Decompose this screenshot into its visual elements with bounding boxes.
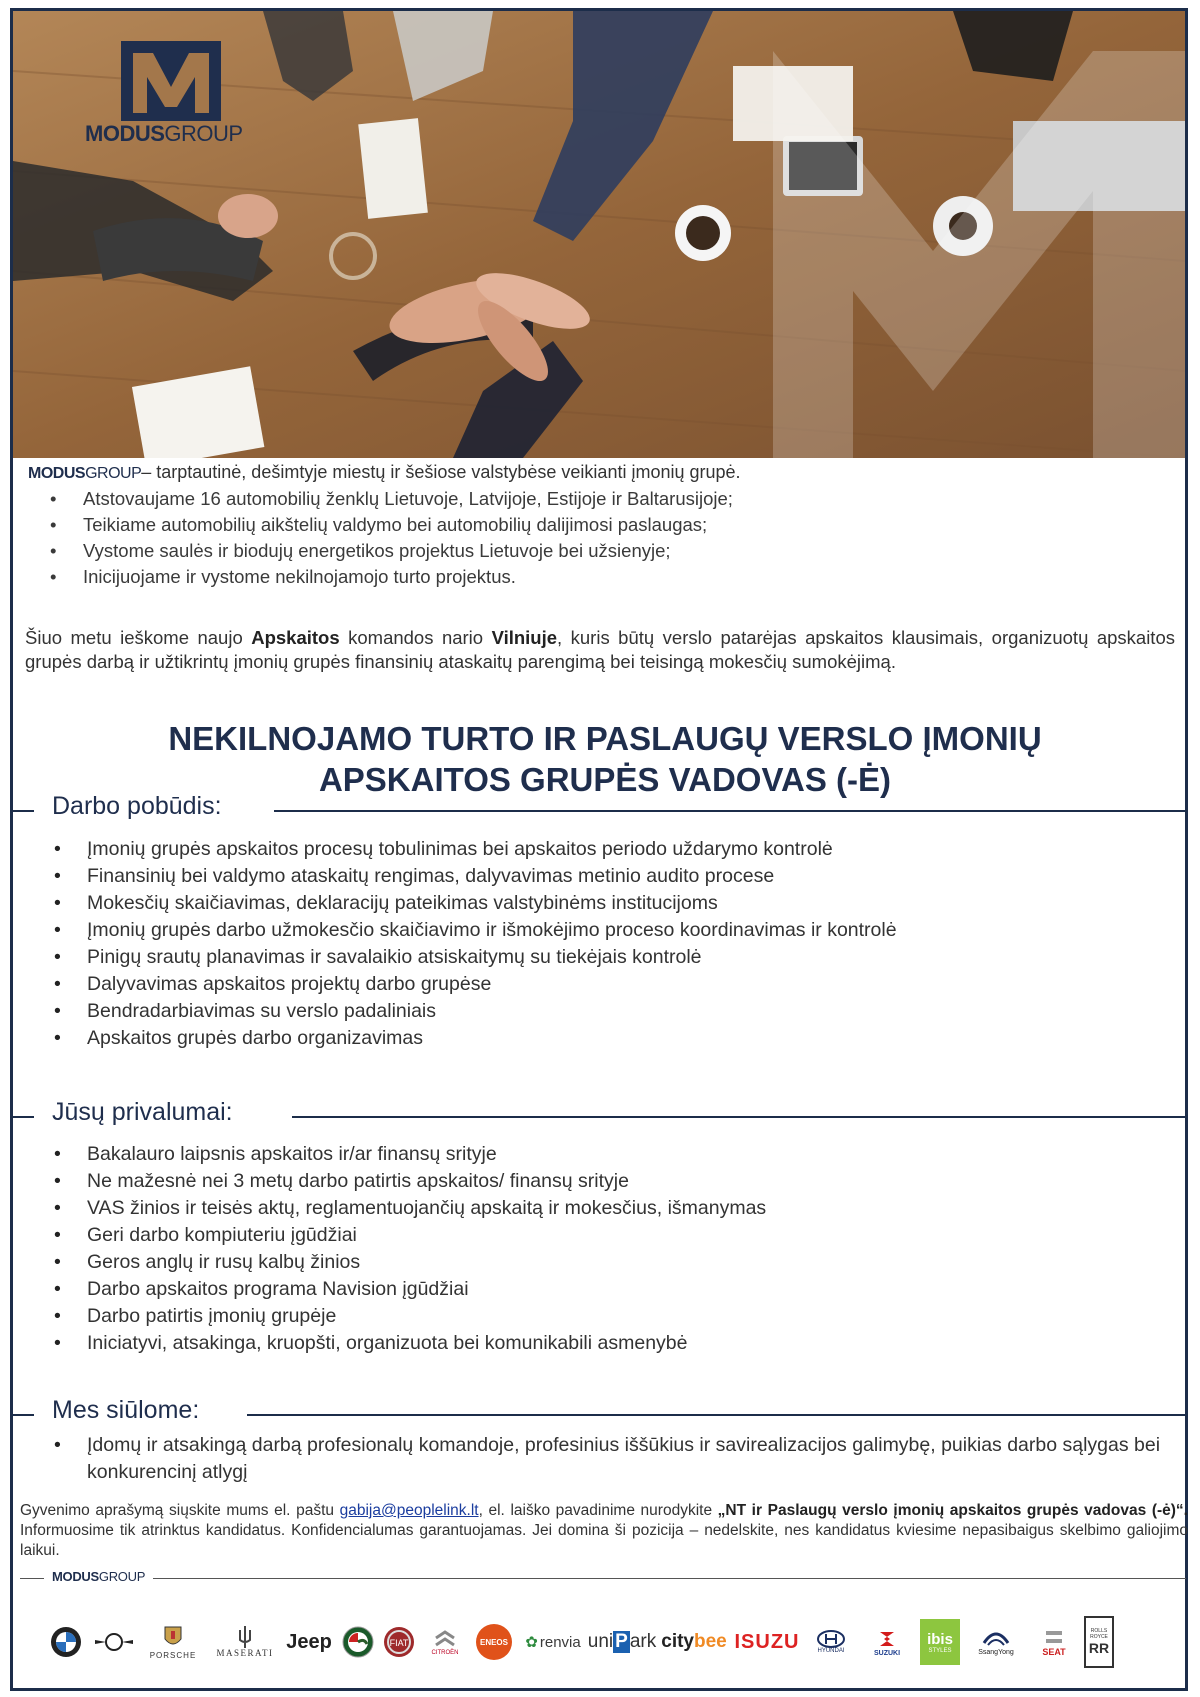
- list-item: • Įmonių grupės darbo užmokesčio skaičiavimo ir išmokėjimo proceso koordinavimas ir kontrolė: [40, 917, 897, 944]
- list-item: • Ne mažesnė nei 3 metų darbo patirtis apskaitos/ finansų srityje: [40, 1168, 766, 1195]
- citroen-logo-icon: CITROËN: [420, 1612, 470, 1672]
- list-item: • Bendradarbiavimas su verslo padaliniais: [40, 998, 897, 1025]
- citybee-logo: city bee: [661, 1631, 727, 1652]
- section-heading-offer: Mes siūlome:: [12, 1396, 1188, 1432]
- mini-logo-icon: [92, 1612, 136, 1672]
- unipark-logo: uni P ark: [587, 1631, 657, 1652]
- list-item: • Darbo apskaitos programa Navision įgūdžiai: [40, 1276, 766, 1303]
- list-item: • Įmonių grupės apskaitos procesų tobulinimas bei apskaitos periodo uždarymo kontrolė: [40, 836, 897, 863]
- modus-logo-icon: [81, 41, 261, 121]
- footer-divider: [20, 1569, 1186, 1589]
- maserati-logo-icon: MASERATI: [210, 1612, 280, 1672]
- hero-image: [13, 11, 1185, 458]
- section-heading-duties: Darbo pobūdis:: [12, 792, 1188, 828]
- fiat-logo-icon: [380, 1612, 418, 1672]
- list-item: • Teikiame automobilių aikštelių valdymo bei automobilių dalijimosi paslaugas;: [28, 512, 733, 538]
- list-item: • Inicijuojame ir vystome nekilnojamojo turto projektus.: [28, 564, 733, 590]
- list-item: • Finansinių bei valdymo ataskaitų rengimas, dalyvavimas metinio audito procese: [40, 863, 897, 890]
- list-item: • Darbo patirtis įmonių grupėje: [40, 1303, 766, 1330]
- bmw-logo-icon: [48, 1612, 84, 1672]
- hero-brand-wordmark: MODUSGROUP: [85, 121, 243, 146]
- requirements-list: [40, 1141, 766, 1357]
- rolls-royce-logo-icon: ROLLS ROYCE RR: [1082, 1612, 1116, 1672]
- duties-list: [40, 836, 897, 1052]
- ssangyong-logo-icon: SsangYong: [968, 1612, 1024, 1672]
- suzuki-logo-icon: SUZUKI: [862, 1612, 912, 1672]
- renvia-logo: ✿ renvia: [525, 1633, 581, 1651]
- list-item: • Mokesčių skaičiavimas, deklaracijų pateikimas valstybinėms institucijoms: [40, 890, 897, 917]
- email-link[interactable]: gabija@peoplelink.lt: [339, 1502, 479, 1519]
- section-heading-requirements: Jūsų privalumai:: [12, 1098, 1188, 1134]
- list-item: • VAS žinios ir teisės aktų, reglamentuojančių apskaitą ir mokesčius, išmanymas: [40, 1195, 766, 1222]
- eneos-logo-icon: ENEOS: [472, 1612, 516, 1672]
- list-item: • Atstovaujame 16 automobilių ženklų Lietuvoje, Latvijoje, Estijoje ir Baltarusijoje;: [28, 486, 733, 512]
- porsche-logo-icon: PORSCHE: [140, 1612, 206, 1672]
- list-item: • Geri darbo kompiuteriu įgūdžiai: [40, 1222, 766, 1249]
- list-item: • Dalyvavimas apskaitos projektų darbo grupėse: [40, 971, 897, 998]
- intro-list: [28, 486, 733, 590]
- svg-text:FIAT: FIAT: [389, 1638, 409, 1648]
- job-description: Šiuo metu ieškome naujo Apskaitos komandos nario Vilniuje, kuris būtų verslo patarėjas apskaitos klausimais, organizuotų apskaitos grupės darbą ir užtikrintų įmonių grupės finansinių ataskaitų parengimą bei teisingą mokesčių sumokėjimą.: [25, 627, 1175, 672]
- intro-tagline: MODUSGROUP– tarptautinė, dešimtyje miestų ir šešiose valstybėse veikianti įmonių grupė.: [28, 462, 741, 482]
- partner-brands-row: [48, 1612, 1168, 1672]
- alfa-romeo-logo-icon: [340, 1612, 376, 1672]
- isuzu-logo: ISUZU: [734, 1630, 800, 1653]
- job-title: NEKILNOJAMO TURTO IR PASLAUGŲ VERSLO ĮMONIŲ APSKAITOS GRUPĖS VADOVAS (-Ė): [168, 720, 1042, 798]
- list-item: • Įdomų ir atsakingą darbą profesionalų komandoje, profesinius iššūkius ir savirealizacijos galimybę, puikias darbo sąlygas bei konkurencinį atlygį: [40, 1432, 1167, 1486]
- footer-brand-wordmark: MODUSGROUP: [44, 1569, 153, 1584]
- list-item: • Pinigų srautų planavimas ir savalaikio atsiskaitymų su tiekėjais kontrolė: [40, 944, 897, 971]
- list-item: • Iniciatyvi, atsakinga, kruopšti, organizuota bei komunikabili asmenybė: [40, 1330, 766, 1357]
- offer-list: [40, 1432, 1167, 1486]
- seat-logo-icon: SEAT: [1030, 1612, 1078, 1672]
- list-item: • Apskaitos grupės darbo organizavimas: [40, 1025, 897, 1052]
- hyundai-logo-icon: HYUNDAI: [804, 1612, 858, 1672]
- ibis-styles-logo-icon: ibis STYLES: [918, 1612, 962, 1672]
- list-item: • Bakalauro laipsnis apskaitos ir/ar finansų srityje: [40, 1141, 766, 1168]
- inline-brand-wordmark: MODUSGROUP: [28, 465, 142, 482]
- application-instructions: Gyvenimo aprašymą siųskite mums el. paštu gabija@peoplelink.lt, el. laiško pavadinime nurodykite „NT ir Paslaugų verslo įmonių apskaitos grupės vadovas (-ė)“. Informuosime tik atrinktus kandidatus. Konfidencialumas garantuojamas. Jei domina ši pozicija – nedelskite, nes kandidatus kviesime nepasibaigus skelbimo galiojimo laikui.: [20, 1502, 1188, 1559]
- list-item: • Geros anglų ir rusų kalbų žinios: [40, 1249, 766, 1276]
- list-item: • Vystome saulės ir biodujų energetikos projektus Lietuvoje bei užsienyje;: [28, 538, 733, 564]
- jeep-logo: Jeep: [286, 1630, 332, 1653]
